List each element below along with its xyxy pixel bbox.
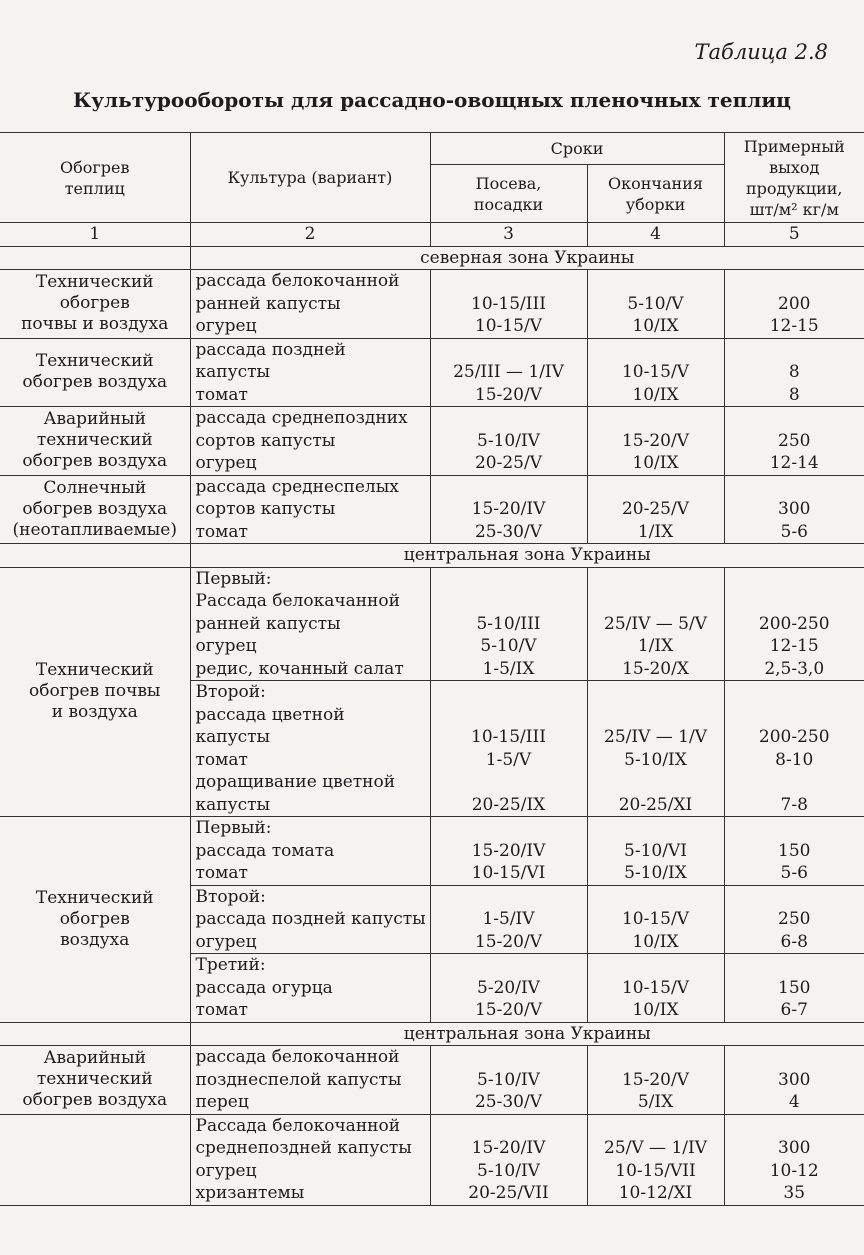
table-row <box>0 407 864 476</box>
output-cell: 8 8 <box>724 338 864 407</box>
table-row <box>0 1046 864 1115</box>
column-numbers-row <box>0 223 864 247</box>
table-row <box>0 270 864 339</box>
output-cell: 300 4 <box>724 1046 864 1115</box>
harvest-cell: 25/V — 1/IV 10-15/VII 10-12/XI <box>587 1114 724 1205</box>
zone-label: северная зона Украины <box>190 246 864 270</box>
heating-cell: Технический обогрев воздуха <box>0 338 190 407</box>
harvest-cell: 5-10/VI 5-10/IX <box>587 817 724 886</box>
crop-cell: рассада поздней капусты томат <box>190 338 430 407</box>
table-row <box>0 338 864 407</box>
output-cell: 200-250 8-10 7-8 <box>724 681 864 817</box>
harvest-cell: 10-15/V 10/IX <box>587 338 724 407</box>
harvest-cell: 10-15/V 10/IX <box>587 885 724 954</box>
harvest-cell: 5-10/V 10/IX <box>587 270 724 339</box>
output-cell: 150 5-6 <box>724 817 864 886</box>
table-title: Культурообороты для рассадно-овощных пленочных теплиц <box>73 88 791 112</box>
heating-cell: Солнечный обогрев воздуха (неотапливаемые) <box>0 475 190 544</box>
output-cell: 150 6-7 <box>724 954 864 1023</box>
col-number: 2 <box>190 223 430 247</box>
heating-cell: Аварийный технический обогрев воздуха <box>0 407 190 476</box>
crop-cell: рассада среднеспелых сортов капусты томат <box>190 475 430 544</box>
sowing-cell: 5-10/III 5-10/V 1-5/IX <box>430 567 587 681</box>
header-harvest: Окончания уборки <box>587 165 724 223</box>
header-output: Примерный выход продукции, шт/м² кг/м <box>724 133 864 223</box>
table-row <box>0 817 864 886</box>
sowing-cell: 1-5/IV 15-20/V <box>430 885 587 954</box>
crop-cell: Рассада белокочанной среднепоздней капусты огурец хризантемы <box>190 1114 430 1205</box>
zone-row <box>0 246 864 270</box>
zone-label: центральная зона Украины <box>190 1022 864 1046</box>
output-cell: 300 10-12 35 <box>724 1114 864 1205</box>
crop-cell: рассада белокочанной позднеспелой капусты перец <box>190 1046 430 1115</box>
table-row <box>0 475 864 544</box>
crop-cell: Первый: Рассада белокачанной ранней капусты огурец редис, кочанный салат <box>190 567 430 681</box>
heating-cell <box>0 1114 190 1205</box>
header-heating: Обогрев теплиц <box>0 133 190 223</box>
harvest-cell: 15-20/V 10/IX <box>587 407 724 476</box>
sowing-cell: 25/III — 1/IV 15-20/V <box>430 338 587 407</box>
output-cell: 200-250 12-15 2,5-3,0 <box>724 567 864 681</box>
crop-cell: рассада белокочанной ранней капусты огурец <box>190 270 430 339</box>
zone-row <box>0 544 864 568</box>
heating-cell: Технический обогрев воздуха <box>0 817 190 1023</box>
harvest-cell: 20-25/V 1/IX <box>587 475 724 544</box>
heating-cell: Аварийный технический обогрев воздуха <box>0 1046 190 1115</box>
sowing-cell: 5-10/IV 25-30/V <box>430 1046 587 1115</box>
col-number: 4 <box>587 223 724 247</box>
sowing-cell: 15-20/IV 10-15/VI <box>430 817 587 886</box>
header-terms: Сроки <box>430 133 724 165</box>
output-cell: 250 12-14 <box>724 407 864 476</box>
crop-cell: Второй: рассада цветной капусты томат доращивание цветной капусты <box>190 681 430 817</box>
crop-cell: Третий: рассада огурца томат <box>190 954 430 1023</box>
col-number: 5 <box>724 223 864 247</box>
sowing-cell: 5-20/IV 15-20/V <box>430 954 587 1023</box>
table-caption: Таблица 2.8 <box>694 40 828 64</box>
col-number: 1 <box>0 223 190 247</box>
output-cell: 200 12-15 <box>724 270 864 339</box>
output-cell: 250 6-8 <box>724 885 864 954</box>
zone-label: центральная зона Украины <box>190 544 864 568</box>
heating-cell: Технический обогрев почвы и воздуха <box>0 270 190 339</box>
sowing-cell: 10-15/III 1-5/V 20-25/IX <box>430 681 587 817</box>
col-number: 3 <box>430 223 587 247</box>
header-sowing: Посева, посадки <box>430 165 587 223</box>
sowing-cell: 15-20/IV 25-30/V <box>430 475 587 544</box>
harvest-cell: 25/IV — 1/V 5-10/IX 20-25/XI <box>587 681 724 817</box>
harvest-cell: 15-20/V 5/IX <box>587 1046 724 1115</box>
crop-cell: Первый: рассада томата томат <box>190 817 430 886</box>
table-row <box>0 567 864 681</box>
output-cell: 300 5-6 <box>724 475 864 544</box>
sowing-cell: 5-10/IV 20-25/V <box>430 407 587 476</box>
zone-row <box>0 1022 864 1046</box>
sowing-cell: 15-20/IV 5-10/IV 20-25/VII <box>430 1114 587 1205</box>
crop-cell: рассада среднепоздних сортов капусты огурец <box>190 407 430 476</box>
crop-cell: Второй: рассада поздней капусты огурец <box>190 885 430 954</box>
heating-cell: Технический обогрев почвы и воздуха <box>0 567 190 817</box>
header-crop: Культура (вариант) <box>190 133 430 223</box>
table-row <box>0 1114 864 1205</box>
harvest-cell: 25/IV — 5/V 1/IX 15-20/X <box>587 567 724 681</box>
sowing-cell: 10-15/III 10-15/V <box>430 270 587 339</box>
harvest-cell: 10-15/V 10/IX <box>587 954 724 1023</box>
crop-rotation-table <box>0 132 864 1206</box>
